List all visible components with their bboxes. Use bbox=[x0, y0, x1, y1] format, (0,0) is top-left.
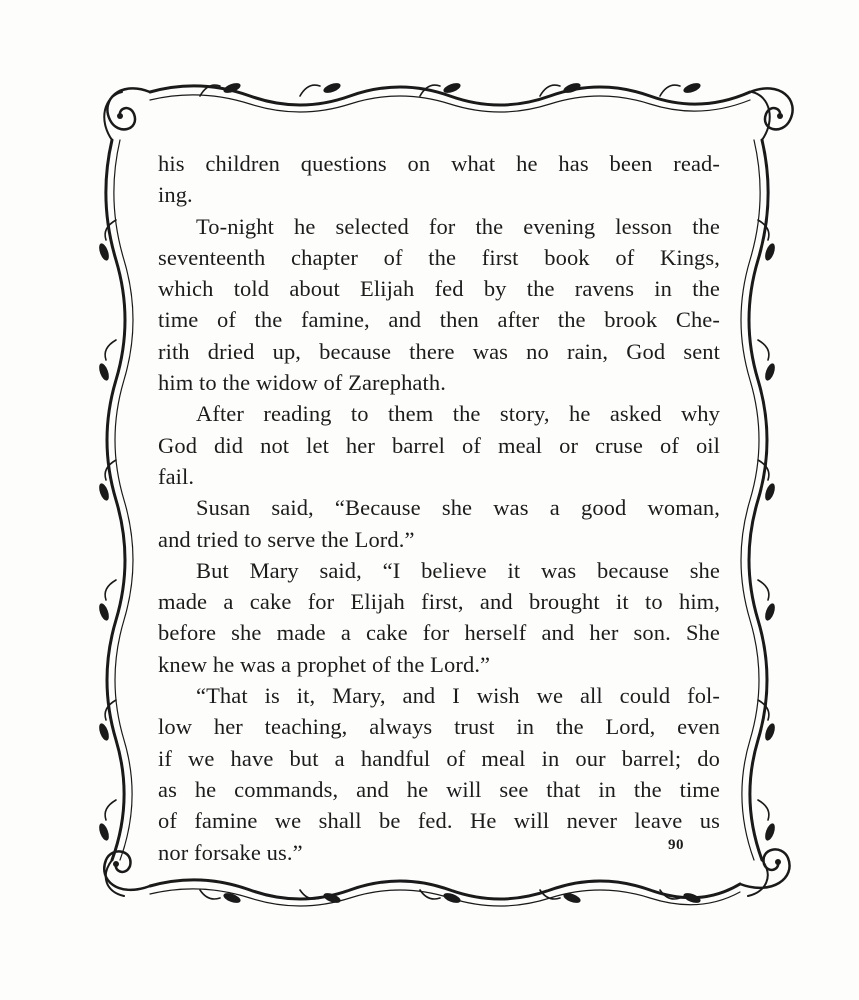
page-number: 90 bbox=[668, 837, 684, 853]
text-line: fail. bbox=[158, 463, 195, 489]
text-line: But Mary said, “I believe it was because she bbox=[196, 557, 720, 583]
text-line: After reading to them the story, he asked why bbox=[196, 401, 720, 427]
text-line: low her teaching, always trust in the Lord, even bbox=[158, 714, 720, 740]
text-line: which told about Elijah fed by the ravens in the bbox=[158, 276, 720, 302]
text-line: knew he was a prophet of the Lord.” bbox=[158, 651, 491, 677]
text-line: seventeenth chapter of the first book of Kings, bbox=[158, 244, 720, 270]
text-line: God did not let her barrel of meal or cruse of oil bbox=[158, 432, 720, 458]
text-line: ing. bbox=[158, 182, 193, 208]
text-line: To-night he selected for the evening lesson the bbox=[196, 213, 720, 239]
text-line: of famine we shall be fed. He will never leave us bbox=[158, 808, 720, 834]
text-line: as he commands, and he will see that in the time bbox=[158, 776, 720, 802]
text-line: time of the famine, and then after the brook Che- bbox=[158, 307, 720, 333]
text-line: rith dried up, because there was no rain, God sent bbox=[158, 338, 720, 364]
text-line: before she made a cake for herself and her son. She bbox=[158, 620, 720, 646]
text-line: and tried to serve the Lord.” bbox=[158, 526, 415, 552]
text-line: nor forsake us.” bbox=[158, 839, 303, 865]
page-text bbox=[158, 148, 720, 868]
text-line: made a cake for Elijah first, and brought it to him, bbox=[158, 589, 720, 615]
text-line: Susan said, “Because she was a good woman, bbox=[196, 495, 720, 521]
text-line: if we have but a handful of meal in our barrel; do bbox=[158, 745, 720, 771]
text-line: “That is it, Mary, and I wish we all could fol- bbox=[196, 683, 720, 709]
text-line: his children questions on what he has been read- bbox=[158, 151, 720, 176]
text-line: him to the widow of Zarephath. bbox=[158, 370, 446, 396]
